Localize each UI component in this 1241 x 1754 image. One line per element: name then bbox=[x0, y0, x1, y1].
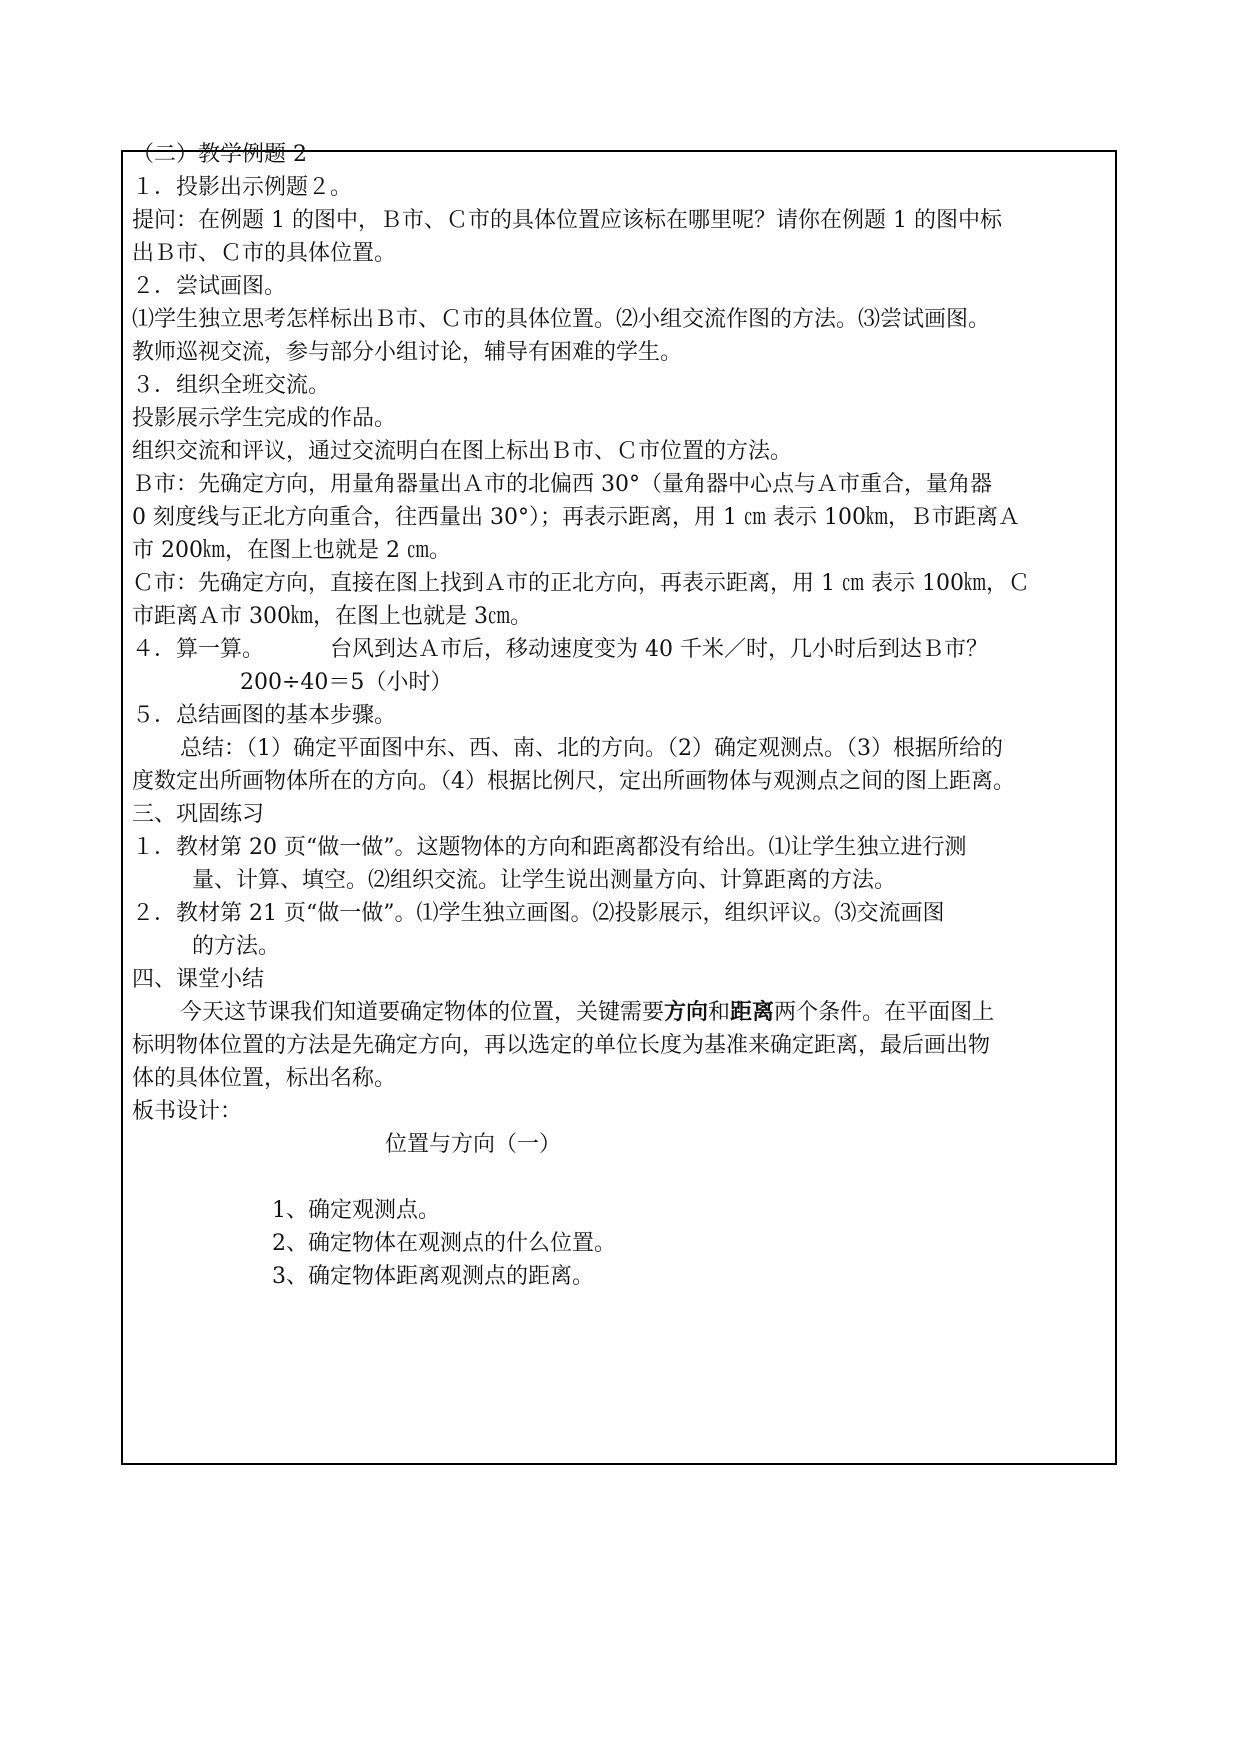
practice-item1-line1: １．教材第 20 页“做一做”。这题物体的方向和距离都没有给出。⑴让学生独立进行测 bbox=[132, 835, 967, 860]
discuss: 组织交流和评议，通过交流明白在图上标出Ｂ市、Ｃ市位置的方法。 bbox=[132, 439, 793, 464]
conclusion-title: 四、课堂小结 bbox=[132, 967, 265, 992]
question-line1: 提问：在例题 1 的图中，Ｂ市、Ｃ市的具体位置应该标在哪里呢？请你在例题 1 的图中标 bbox=[132, 208, 1002, 233]
b-city-line3: 市 200㎞，在图上也就是 2 ㎝。 bbox=[132, 538, 451, 563]
step4-question: 台风到达Ａ市后，移动速度变为 40 千米／时，几小时后到达Ｂ市？ bbox=[330, 637, 988, 662]
step1: １．投影出示例题２。 bbox=[132, 175, 353, 200]
summary-line1: 总结：（1）确定平面图中东、西、南、北的方向。（2）确定观测点。（3）根据所给的 bbox=[180, 736, 1003, 761]
conclusion-line3: 体的具体位置，标出名称。 bbox=[132, 1066, 397, 1091]
teacher-line: 教师巡视交流，参与部分小组讨论，辅导有困难的学生。 bbox=[132, 340, 683, 365]
b-city-line1: Ｂ市：先确定方向，用量角器量出Ａ市的北偏西 30°（量角器中心点与Ａ市重合，量角器 bbox=[132, 472, 992, 497]
practice-item1-line2: 量、计算、填空。⑵组织交流。让学生说出测量方向、计算距离的方法。 bbox=[192, 868, 897, 893]
step5: ５．总结画图的基本步骤。 bbox=[132, 703, 397, 728]
show-works: 投影展示学生完成的作品。 bbox=[132, 406, 397, 431]
board-point-3: 3、确定物体距离观测点的距离。 bbox=[272, 1264, 594, 1289]
board-label: 板书设计： bbox=[132, 1099, 243, 1124]
step2-detail: ⑴学生独立思考怎样标出Ｂ市、Ｃ市的具体位置。⑵小组交流作图的方法。⑶尝试画图。 bbox=[132, 307, 991, 332]
practice-item2-line1: ２．教材第 21 页“做一做”。⑴学生独立画图。⑵投影展示，组织评议。⑶交流画图 bbox=[132, 901, 945, 926]
practice-item2-line2: 的方法。 bbox=[192, 934, 281, 959]
board-point-2: 2、确定物体在观测点的什么位置。 bbox=[272, 1231, 616, 1256]
conclusion-line1 bbox=[180, 998, 994, 1028]
c-city-line2: 市距离Ａ市 300㎞，在图上也就是 3㎝。 bbox=[132, 604, 532, 629]
step4-answer: 200÷40＝5（小时） bbox=[240, 670, 453, 695]
step2: ２．尝试画图。 bbox=[132, 274, 287, 299]
conclusion-text-pre: 今天这节课我们知道要确定物体的位置，关键需要 bbox=[180, 1000, 665, 1025]
board-title: 位置与方向（一） bbox=[385, 1132, 562, 1157]
practice-title: 三、巩固练习 bbox=[132, 802, 265, 827]
board-point-1: 1、确定观测点。 bbox=[272, 1198, 440, 1223]
question-line2: 出Ｂ市、Ｃ市的具体位置。 bbox=[132, 241, 397, 266]
conclusion-text-mid: 和 bbox=[708, 1000, 731, 1025]
conclusion-line2: 标明物体位置的方法是先确定方向，再以选定的单位长度为基准来确定距离，最后画出物 bbox=[132, 1033, 991, 1058]
summary-line2: 度数定出所画物体所在的方向。（4）根据比例尺，定出所画物体与观测点之间的图上距离。 bbox=[132, 769, 1016, 794]
example2-title: （二）教学例题 2 bbox=[132, 142, 307, 167]
conclusion-text-post: 两个条件。在平面图上 bbox=[774, 1000, 995, 1025]
step3: ３．组织全班交流。 bbox=[132, 373, 331, 398]
step4-label: ４．算一算。 bbox=[132, 637, 265, 662]
c-city-line1: Ｃ市：先确定方向，直接在图上找到Ａ市的正北方向，再表示距离，用 1 ㎝ 表示 100㎞，Ｃ bbox=[132, 571, 1030, 596]
keyword-direction: 方向 bbox=[664, 1000, 709, 1025]
keyword-distance: 距离 bbox=[730, 1000, 775, 1025]
b-city-line2: 0 刻度线与正北方向重合，往西量出 30°）；再表示距离，用 1 ㎝ 表示 100㎞，Ｂ市距离Ａ bbox=[132, 505, 1020, 530]
